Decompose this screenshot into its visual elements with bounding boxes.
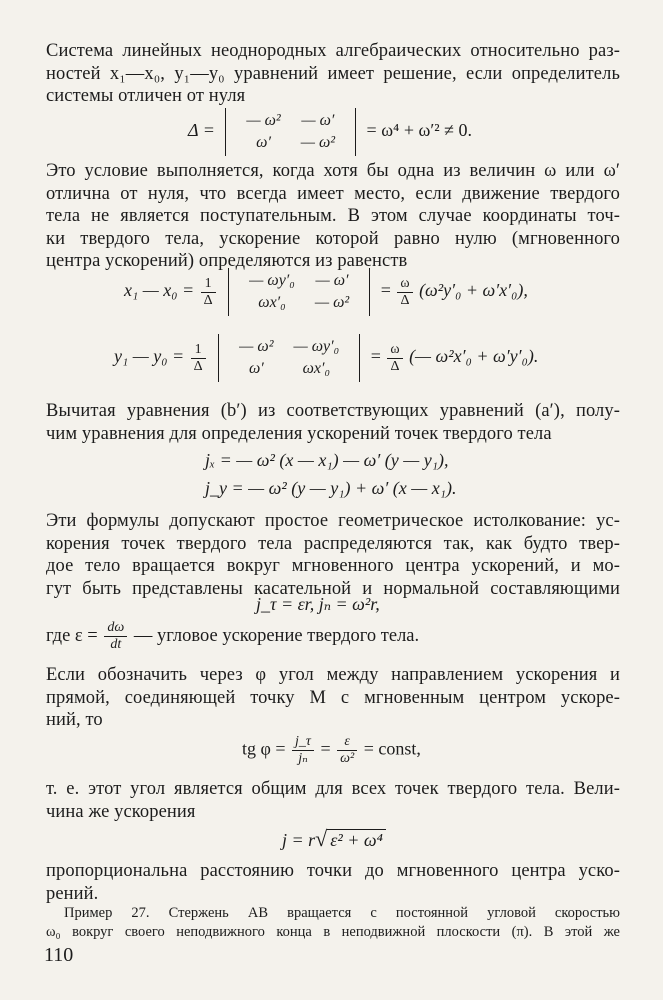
equation-j: j = r√ ε² + ω⁴: [282, 826, 386, 852]
paragraph-angle: Если обозначить через φ угол между направлением ускорения и прямой, соединяющей точку M с мгновенным центром ускоре- ний, то: [46, 665, 620, 730]
determinant: — ω² — ω′ ω′ — ω²: [225, 108, 356, 156]
equation-jx: jₓ = — ω² (x — x₁) — ω′ (y — y₁),: [205, 450, 449, 470]
sqrt-icon: √: [315, 826, 328, 851]
epsilon-definition: где ε = $\frac{d\omega}{dt}$ — угловое ускорение твердого тела.: [46, 620, 420, 652]
equation-jtau: j_τ = εr, jₙ = ω²r,: [256, 594, 380, 614]
equation-jy: j_y = — ω² (y — y₁) + ω′ (x — x₁).: [205, 478, 457, 498]
equation-y: y₁ — y₀ = $\frac{1}{\Delta}$ — ω² — ωy′₀ ω′ ωx′₀ = $\frac{\omega}{\Delta}$ (— ω²x′₀ + ω′y′₀).: [114, 334, 538, 382]
equation-x: x₁ — x₀ = $\frac{1}{\Delta}$ — ωy′₀ — ω′ ωx′₀ — ω² = $\frac{\omega}{\Delta}$ (ω²y′₀ + ω′x′₀),: [124, 268, 528, 316]
paragraph-geometric: Эти формулы допускают простое геометрическое истолкование: ус- корения точек твердого тела распределяются так, как будто твер- дое тело вращается вокруг мгновенного центра ускорений, и мо- гут быть представлены касательной и нормальной составляющими: [46, 511, 620, 599]
paragraph-condition: Это условие выполняется, когда хотя бы одна из величин ω или ω′ отлична от нуля, что всегда имеет место, если движение твердого тела не является поступательным. В этом случае координаты точ- ки твердого тела, ускорение которой равно нулю (мгновенного центра ускорений) определяются из равенств: [46, 161, 620, 271]
paragraph-common: т. е. этот угол является общим для всех точек твердого тела. Вели- чина же ускорения: [46, 779, 620, 822]
equation-tg: tg φ = $\frac{j\_\tau}{\text{jₙ}}$ = $\frac{\varepsilon}{\text{ω²}}$ = const,: [242, 734, 421, 766]
paragraph-intro: Система линейных неоднородных алгебраических относительно раз- ностей x₁—x₀, y₁—y₀ уравнений имеет решение, если определитель системы отличен от нуля: [46, 41, 620, 106]
page-number: 110: [44, 944, 74, 966]
equation-delta: Δ = — ω² — ω′ ω′ — ω² = ω⁴ + ω′² ≠ 0.: [188, 108, 472, 156]
paragraph-subtract: Вычитая уравнения (b′) из соответствующих уравнений (a′), полу- чим уравнения для определения ускорений точек твердого тела: [46, 401, 620, 444]
paragraph-proportional: пропорциональна расстоянию точки до мгновенного центра уско- рений.: [46, 861, 620, 904]
example-27: Пример 27. Стержень AB вращается с постоянной угловой скоростью ω₀ вокруг своего неподвижного конца в неподвижной плоскости (π). В этой же: [46, 905, 620, 940]
